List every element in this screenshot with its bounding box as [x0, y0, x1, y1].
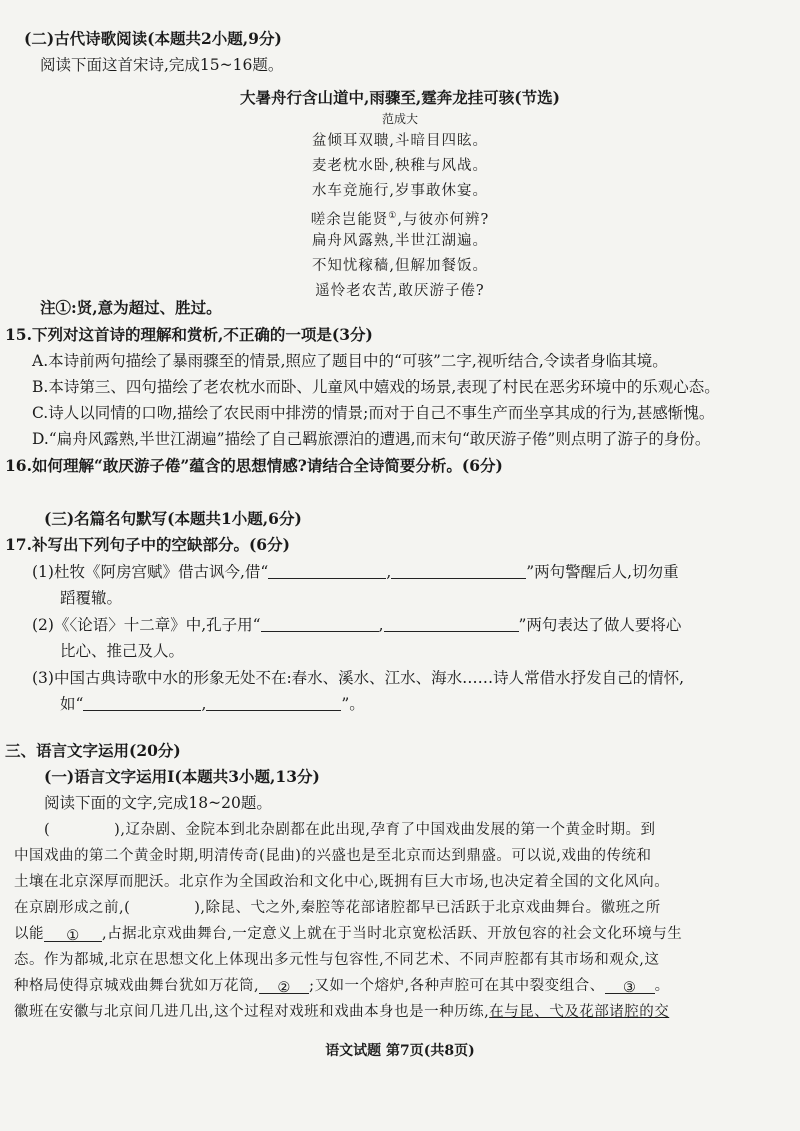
- poem-line: 盆倾耳双聩,斗暗目四眩。: [311, 133, 489, 149]
- fill-sentence-2: (2)《〈论语〉十二章》中,孔子用“ , ”两句表达了做人要将心: [32, 616, 682, 634]
- section-heading: (二)古代诗歌阅读(本题共2小题,9分): [24, 29, 282, 48]
- instruction: 阅读下面的文字,完成18~20题。: [44, 794, 272, 812]
- question-17-stem: 17.补写出下列句子中的空缺部分。(6分): [5, 535, 290, 554]
- answer-blank[interactable]: [384, 615, 519, 632]
- answer-blank-1[interactable]: ①: [44, 925, 102, 942]
- instruction: 阅读下面这首宋诗,完成15~16题。: [40, 56, 284, 74]
- poem-title: 大暑舟行含山道中,雨骤至,霆奔龙挂可骇(节选): [240, 88, 560, 107]
- poem-author: 范成大: [381, 112, 418, 126]
- poem-line: 水车竞施行,岁事敢休宴。: [311, 183, 489, 199]
- fill-sentence-2-cont: 比心、推己及人。: [60, 642, 185, 660]
- section-heading: (三)名篇名句默写(本题共1小题,6分): [44, 509, 302, 528]
- fill-sentence-3-cont: 如“ , ”。: [60, 695, 365, 713]
- question-16: 16.如何理解“敢厌游子倦”蕴含的思想情感?请结合全诗简要分析。(6分): [5, 456, 503, 475]
- answer-blank[interactable]: [261, 615, 379, 632]
- poem-line: 麦老枕水卧,秧稚与风战。: [311, 158, 489, 174]
- poem-line: 嗟余岂能贤①,与彼亦何辨?: [310, 211, 490, 228]
- answer-blank[interactable]: [268, 562, 386, 579]
- answer-blank-2[interactable]: ②: [259, 977, 309, 994]
- passage-line: 中国戏曲的第二个黄金时期,明清传奇(昆曲)的兴盛也是至北京而达到鼎盛。可以说,戏曲的传统和: [14, 848, 652, 864]
- passage-line: 以能 ① ,占据北京戏曲舞台,一定意义上就在于当时北京宽松活跃、开放包容的社会文化环境与生: [14, 926, 683, 944]
- passage-line: ( ),辽杂剧、金院本到北杂剧都在此出现,孕育了中国戏曲发展的第一个黄金时期。到: [44, 822, 656, 838]
- footnote: 注①:贤,意为超过、胜过。: [40, 298, 222, 317]
- fill-sentence-3: (3)中国古典诗歌中水的形象无处不在:春水、溪水、江水、海水……诗人常借水抒发自己的情怀,: [32, 669, 685, 687]
- option-d: D.“扁舟风露熟,半世江湖遍”描绘了自己羁旅漂泊的遭遇,而末句“敢厌游子倦”则点明了游子的身份。: [32, 430, 711, 448]
- fill-sentence-1-cont: 蹈覆辙。: [60, 589, 123, 607]
- passage-line: 种格局使得京城戏曲舞台犹如万花筒, ② ;又如一个熔炉,各种声腔可在其中裂变组合、 ③ 。: [14, 978, 670, 996]
- poem-line: 不知忧稼穑,但解加餐饭。: [311, 258, 489, 274]
- option-a: A.本诗前两句描绘了暴雨骤至的情景,照应了题目中的“可骇”二字,视听结合,令读者身临其境。: [32, 352, 668, 370]
- answer-blank[interactable]: [206, 694, 341, 711]
- footnote-mark: ①: [388, 211, 398, 221]
- question-15-stem: 15.下列对这首诗的理解和赏析,不正确的一项是(3分): [5, 325, 373, 344]
- underlined-sentence: 在与昆、弋及花部诸腔的交: [489, 1004, 670, 1020]
- answer-blank[interactable]: [391, 562, 526, 579]
- answer-blank-3[interactable]: ③: [605, 977, 655, 994]
- page-footer: 语文试题 第7页(共8页): [325, 1043, 475, 1059]
- fill-sentence-1: (1)杜牧《阿房宫赋》借古讽今,借“ , ”两句警醒后人,切勿重: [32, 563, 679, 581]
- option-c: C.诗人以同情的口吻,描绘了农民雨中排涝的情景;而对于自己不事生产而坐享其成的行为,甚感惭愧。: [32, 404, 715, 422]
- subsection-heading: (一)语言文字运用Ⅰ(本题共3小题,13分): [44, 767, 320, 786]
- passage-line: 徽班在安徽与北京间几进几出,这个过程对戏班和戏曲本身也是一种历练,在与昆、弋及花部诸腔的交: [14, 1004, 670, 1020]
- part-heading: 三、语言文字运用(20分): [5, 741, 181, 760]
- option-b: B.本诗第三、四句描绘了老农枕水而卧、儿童风中嬉戏的场景,表现了村民在恶劣环境中的乐观心态。: [32, 378, 720, 396]
- poem-line: 扁舟风露熟,半世江湖遍。: [311, 233, 489, 249]
- poem-line: 遥怜老农苦,敢厌游子倦?: [315, 283, 485, 299]
- passage-line: 在京剧形成之前,( ),除昆、弋之外,秦腔等花部诸腔都早已活跃于北京戏曲舞台。徽班之所: [14, 900, 661, 916]
- passage-line: 土壤在北京深厚而肥沃。北京作为全国政治和文化中心,既拥有巨大市场,也决定着全国的文化风向。: [14, 874, 670, 890]
- passage-line: 态。作为都城,北京在思想文化上体现出多元性与包容性,不同艺术、不同声腔都有其市场和观众,这: [14, 952, 660, 968]
- answer-blank[interactable]: [83, 694, 201, 711]
